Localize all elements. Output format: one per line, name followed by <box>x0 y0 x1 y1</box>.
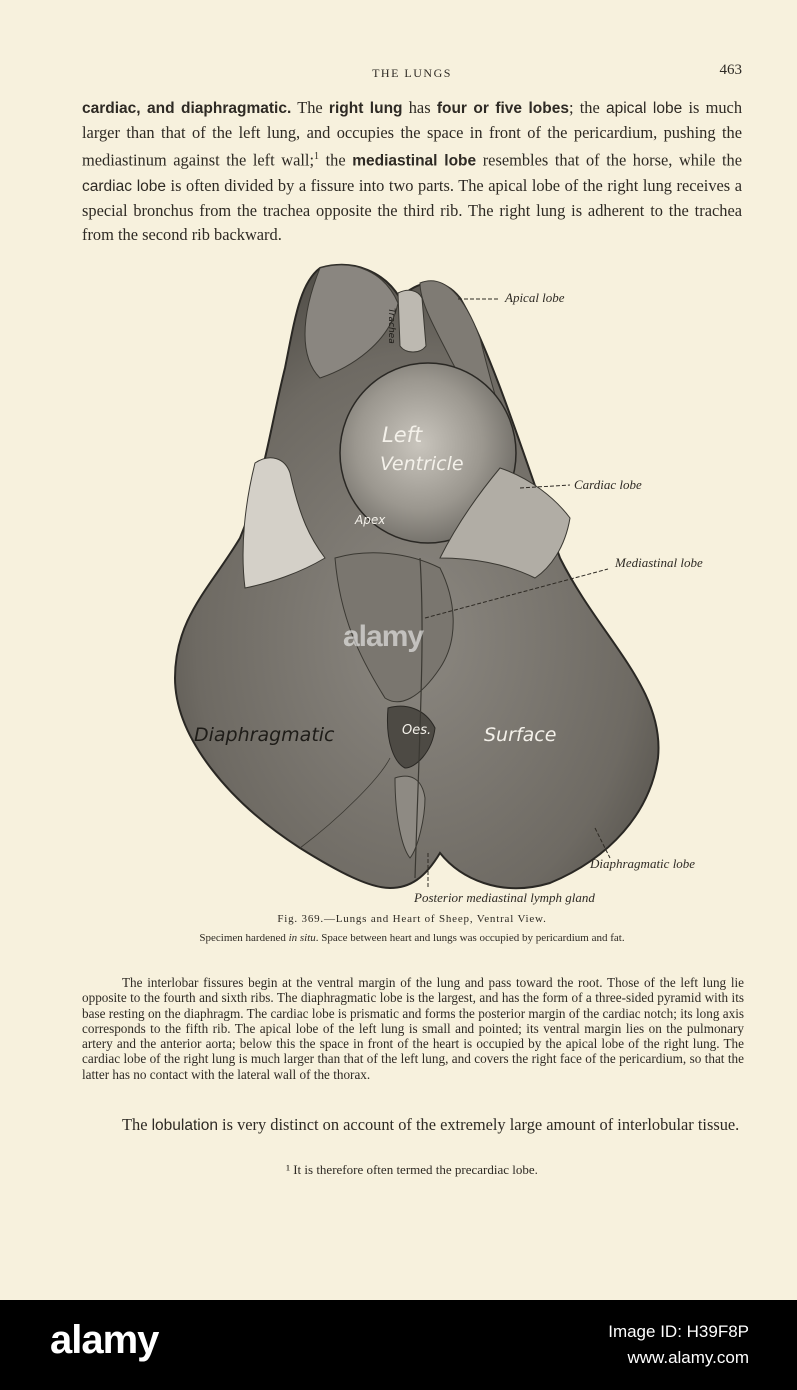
term-right-lung: right lung <box>328 100 403 117</box>
lung-illustration <box>170 258 703 905</box>
diaphragmatic-surface-label-1: Diaphragmatic <box>194 724 335 746</box>
term-cardiac-diaphragmatic: cardiac, and diaphragmatic. <box>82 100 292 117</box>
cardiac-lobe-label: Cardiac lobe <box>574 477 642 492</box>
apical-lobe-label: Apical lobe <box>505 290 565 305</box>
image-id: Image ID: H39F8P <box>608 1322 749 1341</box>
alamy-logo[interactable]: alamy <box>50 1318 159 1362</box>
text-run: is often divided by a fissure into two parts. The apical lobe of the right lung receives a special bronchus from the trachea opposite the third rib. The right lung is adherent to the trachea from the second rib backward. <box>82 176 742 245</box>
text-run: has <box>402 98 437 117</box>
left-ventricle-label-left: Left <box>382 423 423 447</box>
diaphragmatic-lobe-label: Diaphragmatic lobe <box>590 856 696 871</box>
figure-caption-title: Fig. 369.—Lungs and Heart of Sheep, Ventral View. <box>277 913 547 925</box>
footnote: ¹ It is therefore often termed the precardiac lobe. <box>286 1162 538 1177</box>
term-cardiac-lobe: cardiac lobe <box>82 178 167 196</box>
interlobar-paragraph: The interlobar fissures begin at the ventral margin of the lung and pass toward the root. Those of the left lung lie opposite to the fourth and sixth ribs. The diaphragmatic lobe is the largest, and has the form of a three-sided pyramid with its base resting on the diaphragm. The cardiac lobe is prismatic and forms the posterior margin of the cardiac notch; its long axis corresponds to the fifth rib. The apical lobe of the left lung is small and pointed; its ventral margin lies on the pulmonary artery and the anterior aorta; below this the space in front of the heart is occupied by the apical lobe of the right lung. The cardiac lobe of the right lung is much larger than that of the left lung, and covers the right face of the pericardium, so that the latter has no contact with the lateral wall of the thorax. <box>82 975 744 1082</box>
apex-label: Apex <box>355 513 386 527</box>
oesophagus-label: Oes. <box>402 723 432 738</box>
term-apical-lobe: apical lobe <box>605 100 683 117</box>
trachea-shape <box>398 290 426 352</box>
trachea-label: Trachea <box>386 308 396 344</box>
lobulation-paragraph <box>82 1114 744 1136</box>
page-number: 463 <box>719 62 742 78</box>
stock-photo-footer <box>0 1300 797 1390</box>
term-mediastinal-lobe: mediastinal lobe <box>352 152 477 170</box>
text-run: is very distinct on account of the extremely large amount of interlobular tissue. <box>217 1115 740 1134</box>
text-run: The <box>122 1115 152 1134</box>
opening-paragraph <box>82 96 742 248</box>
text-run: resembles that of the horse, while the <box>476 150 742 170</box>
term-four-or-five-lobes: four or five lobes <box>436 100 569 117</box>
posterior-gland-label: Posterior mediastinal lymph gland <box>414 890 595 905</box>
left-ventricle-label-ventricle: Ventricle <box>380 453 464 475</box>
text-run: The <box>291 98 329 117</box>
caption-italic: in situ <box>288 932 316 944</box>
text-run: the <box>319 150 353 170</box>
caption-text: Specimen hardened <box>199 932 289 944</box>
text-run: is much larger than that of the left lung, and occupies the space in front of the pericardium, pushing the mediastinum against the left wall; <box>82 98 743 170</box>
page-header <box>82 62 742 84</box>
mediastinal-lobe-label: Mediastinal lobe <box>615 555 703 570</box>
stock-watermark: alamy <box>343 620 424 653</box>
text-run: ; the <box>568 98 606 117</box>
diaphragmatic-surface-label-2: Surface <box>484 724 557 746</box>
caption-text: . Space between heart and lungs was occupied by pericardium and fat. <box>315 932 625 944</box>
stock-url[interactable]: www.alamy.com <box>627 1348 749 1367</box>
footnote-marker: 1 <box>314 151 320 163</box>
term-lobulation: lobulation <box>151 1117 218 1134</box>
running-head: THE LUNGS <box>372 66 452 80</box>
lung-drawing <box>170 258 670 898</box>
figure-caption-body <box>82 932 742 944</box>
